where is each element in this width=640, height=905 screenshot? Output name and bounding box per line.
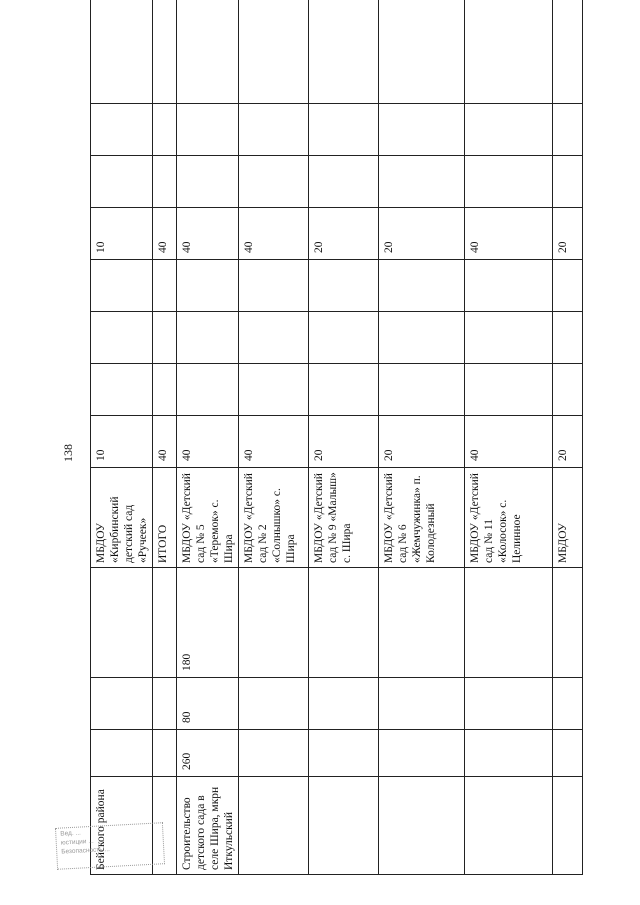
col2-cell bbox=[309, 730, 379, 777]
table-row bbox=[553, 0, 583, 875]
col2-cell bbox=[379, 730, 465, 777]
col9-cell bbox=[91, 260, 153, 312]
institution-cell: МБДОУ bbox=[553, 468, 583, 568]
col6-cell: 40 bbox=[465, 416, 553, 468]
table-row bbox=[177, 0, 239, 875]
col9-cell bbox=[177, 260, 239, 312]
table-row bbox=[379, 0, 465, 875]
col4-cell bbox=[91, 568, 153, 678]
col7-cell bbox=[177, 364, 239, 416]
col12-cell bbox=[239, 104, 309, 156]
institution-cell: МБДОУ «Кирбинский детский сад «Ручеек» bbox=[91, 468, 153, 568]
page-number: 138 bbox=[60, 444, 75, 462]
col8-cell bbox=[239, 312, 309, 364]
col11-cell bbox=[91, 156, 153, 208]
stamp-line-1: Вед. ... bbox=[60, 829, 82, 838]
col13-cell bbox=[379, 0, 465, 104]
project-cell bbox=[553, 777, 583, 875]
col3-cell: 80 bbox=[177, 678, 239, 730]
institution-cell: МБДОУ «Детский сад № 5 «Теремок» с. Шира bbox=[177, 468, 239, 568]
col9-cell bbox=[153, 260, 177, 312]
col3-cell bbox=[239, 678, 309, 730]
col8-cell bbox=[379, 312, 465, 364]
col6-cell: 40 bbox=[239, 416, 309, 468]
col4-cell bbox=[465, 568, 553, 678]
col8-cell bbox=[91, 312, 153, 364]
col7-cell bbox=[153, 364, 177, 416]
col2-cell bbox=[153, 730, 177, 777]
col4-cell bbox=[379, 568, 465, 678]
project-cell bbox=[465, 777, 553, 875]
project-cell: Строительство детского сада в селе Шира, мкрн Иткульский bbox=[177, 777, 239, 875]
institution-cell: МБДОУ «Детский сад № 2 «Солнышко» с. Шира bbox=[239, 468, 309, 568]
col6-cell: 20 bbox=[553, 416, 583, 468]
col8-cell bbox=[465, 312, 553, 364]
col8-cell bbox=[553, 312, 583, 364]
col13-cell bbox=[465, 0, 553, 104]
col2-cell: 260 bbox=[177, 730, 239, 777]
col10-cell: 20 bbox=[309, 208, 379, 260]
col4-cell: 180 bbox=[177, 568, 239, 678]
institution-cell: ИТОГО bbox=[153, 468, 177, 568]
col13-cell bbox=[239, 0, 309, 104]
col4-cell bbox=[239, 568, 309, 678]
col12-cell bbox=[153, 104, 177, 156]
col10-cell: 20 bbox=[379, 208, 465, 260]
col13-cell bbox=[177, 0, 239, 104]
col10-cell: 40 bbox=[153, 208, 177, 260]
col7-cell bbox=[91, 364, 153, 416]
col10-cell: 40 bbox=[177, 208, 239, 260]
col13-cell bbox=[553, 0, 583, 104]
col3-cell bbox=[91, 678, 153, 730]
col4-cell bbox=[553, 568, 583, 678]
col8-cell bbox=[153, 312, 177, 364]
col12-cell bbox=[309, 104, 379, 156]
col8-cell bbox=[177, 312, 239, 364]
col11-cell bbox=[553, 156, 583, 208]
col12-cell bbox=[379, 104, 465, 156]
project-cell bbox=[309, 777, 379, 875]
col13-cell bbox=[91, 0, 153, 104]
institution-cell: МБДОУ «Детский сад № 11 «Колосок» с. Целинное bbox=[465, 468, 553, 568]
table-row bbox=[153, 0, 177, 875]
col3-cell bbox=[309, 678, 379, 730]
col9-cell bbox=[465, 260, 553, 312]
col7-cell bbox=[553, 364, 583, 416]
document-stamp bbox=[55, 822, 165, 870]
col4-cell bbox=[309, 568, 379, 678]
col6-cell: 20 bbox=[309, 416, 379, 468]
col9-cell bbox=[553, 260, 583, 312]
col12-cell bbox=[465, 104, 553, 156]
col6-cell: 40 bbox=[177, 416, 239, 468]
col6-cell: 10 bbox=[91, 416, 153, 468]
col2-cell bbox=[465, 730, 553, 777]
stamp-line-3: Безопасность ... bbox=[61, 845, 111, 856]
col8-cell bbox=[309, 312, 379, 364]
col13-cell bbox=[309, 0, 379, 104]
table-row bbox=[239, 0, 309, 875]
col3-cell bbox=[553, 678, 583, 730]
col7-cell bbox=[379, 364, 465, 416]
col2-cell bbox=[553, 730, 583, 777]
col6-cell: 40 bbox=[153, 416, 177, 468]
table-row bbox=[465, 0, 553, 875]
stamp-line-2: юстиции ... bbox=[60, 837, 94, 847]
col3-cell bbox=[379, 678, 465, 730]
table-row bbox=[91, 0, 153, 875]
institution-cell: МБДОУ «Детский сад № 9 «Малыш» с. Шира bbox=[309, 468, 379, 568]
col9-cell bbox=[309, 260, 379, 312]
col6-cell: 20 bbox=[379, 416, 465, 468]
col2-cell bbox=[91, 730, 153, 777]
col3-cell bbox=[153, 678, 177, 730]
col9-cell bbox=[379, 260, 465, 312]
col11-cell bbox=[153, 156, 177, 208]
col2-cell bbox=[239, 730, 309, 777]
col10-cell: 20 bbox=[553, 208, 583, 260]
col7-cell bbox=[239, 364, 309, 416]
col11-cell bbox=[239, 156, 309, 208]
col12-cell bbox=[553, 104, 583, 156]
institution-cell: МБДОУ «Детский сад № 6 «Жемчужинка» п. Колодезный bbox=[379, 468, 465, 568]
col10-cell: 10 bbox=[91, 208, 153, 260]
project-cell bbox=[379, 777, 465, 875]
col13-cell bbox=[153, 0, 177, 104]
col11-cell bbox=[379, 156, 465, 208]
project-cell bbox=[239, 777, 309, 875]
col10-cell: 40 bbox=[465, 208, 553, 260]
col11-cell bbox=[309, 156, 379, 208]
col4-cell bbox=[153, 568, 177, 678]
data-table bbox=[90, 0, 583, 875]
col7-cell bbox=[465, 364, 553, 416]
rotated-table-wrapper bbox=[90, 30, 577, 875]
col3-cell bbox=[465, 678, 553, 730]
col9-cell bbox=[239, 260, 309, 312]
col12-cell bbox=[91, 104, 153, 156]
col12-cell bbox=[177, 104, 239, 156]
col7-cell bbox=[309, 364, 379, 416]
col11-cell bbox=[465, 156, 553, 208]
table-row bbox=[309, 0, 379, 875]
col11-cell bbox=[177, 156, 239, 208]
project-cell: Бейского района bbox=[91, 777, 153, 875]
col10-cell: 40 bbox=[239, 208, 309, 260]
